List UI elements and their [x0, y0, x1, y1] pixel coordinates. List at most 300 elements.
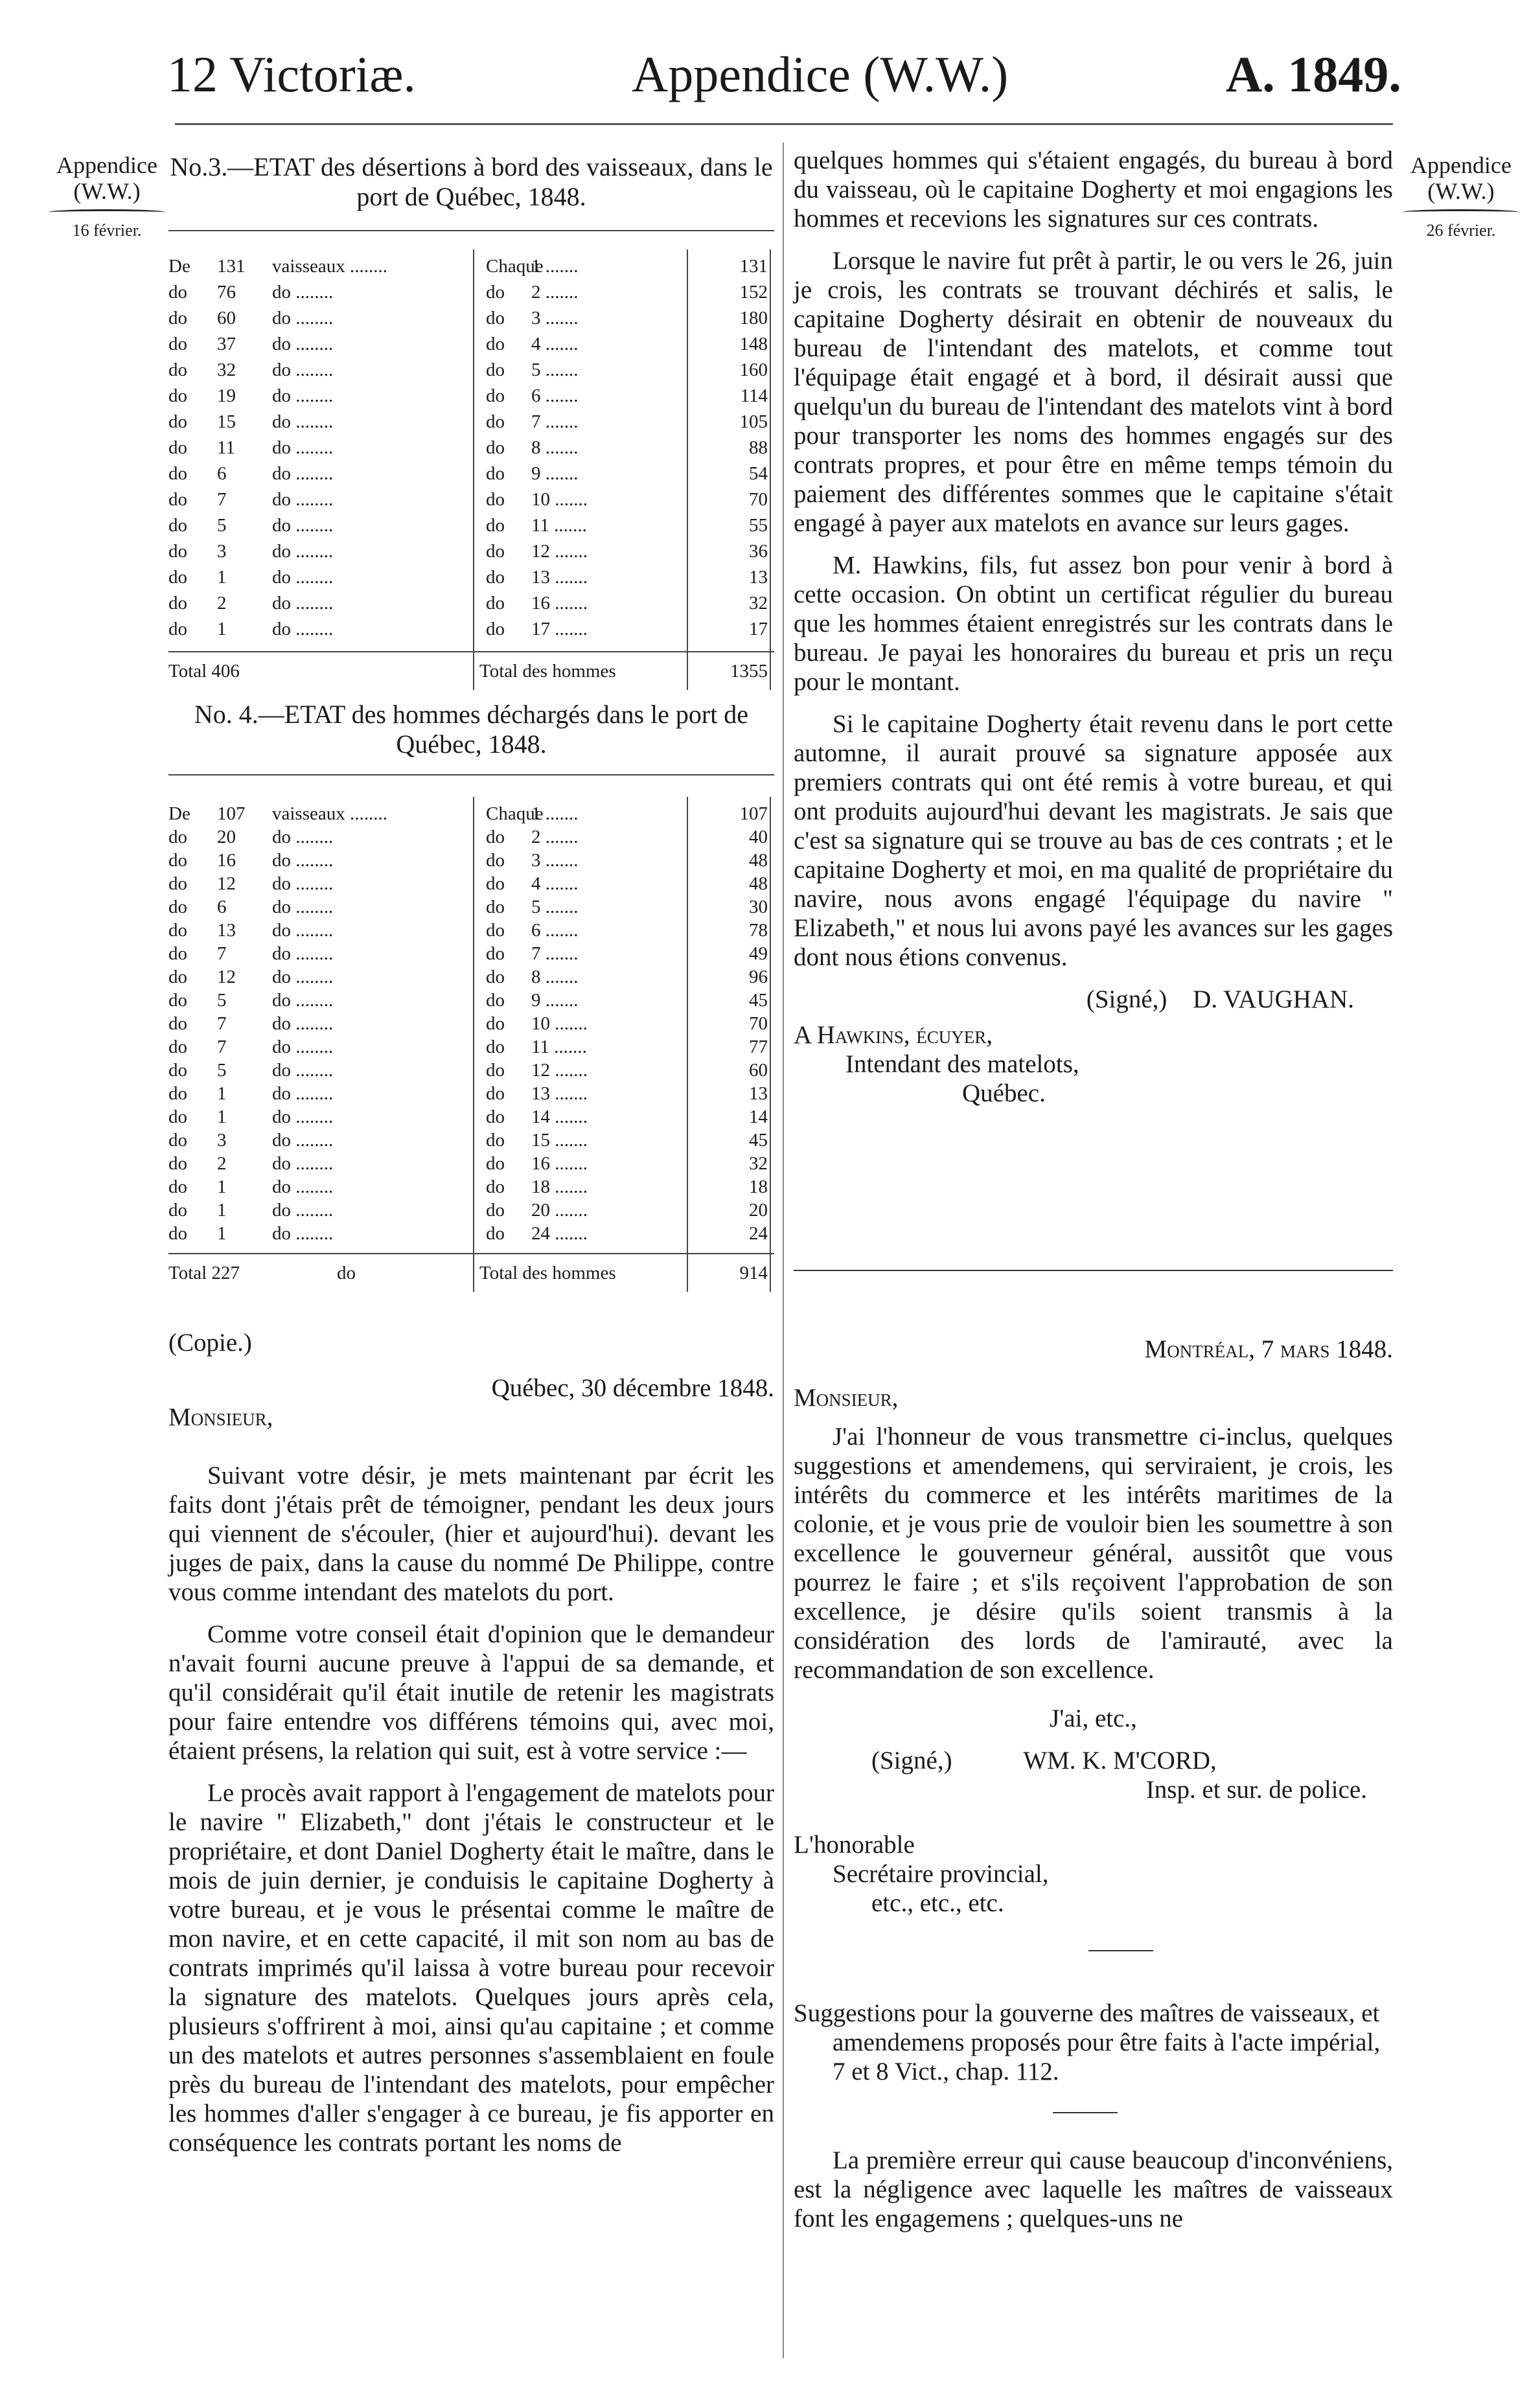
table-cell: do: [486, 1037, 505, 1057]
table-cell: do: [486, 990, 505, 1011]
table-cell: 160: [739, 360, 768, 380]
table-cell: 107: [739, 803, 768, 824]
table-cell: 30: [749, 897, 768, 917]
table-cell: do ........: [272, 463, 334, 484]
table-cell: 20 .......: [531, 1200, 588, 1221]
letter1-salutation: Monsieur,: [168, 1403, 273, 1431]
letter2: [794, 1335, 1393, 1918]
letter1-paragraph: Comme votre conseil était d'opinion que le demandeur n'avait fourni aucune preuve à l'appui de sa demande, et qu'il considérait qu'il était inutile de retenir les magistrats pour faire entendre vos différens témoins qui, avec moi, étaient présens, la relation qui suit, est à votre service :—: [168, 1620, 774, 1765]
table-cell: do: [168, 489, 187, 510]
table-cell: do ........: [272, 489, 334, 510]
margin-brace: [1403, 209, 1519, 215]
table-cell: do: [168, 385, 187, 406]
table-cell: 1: [217, 619, 227, 639]
table-cell: 16: [217, 850, 236, 871]
table-cell: 19: [217, 385, 236, 406]
table-row: [168, 920, 774, 946]
table-cell: do ........: [272, 567, 334, 588]
column-rule: [473, 797, 474, 1292]
table-cell: 3 .......: [531, 850, 579, 871]
table-row: [168, 515, 774, 541]
table-cell: 131: [739, 256, 768, 277]
table-total-cell: 1355: [730, 661, 768, 682]
table-row: [168, 1177, 774, 1202]
letter1-paragraph: Le procès avait rapport à l'engagement de matelots pour le navire " Elizabeth," dont j'étais le constructeur et le propriétaire, et dont Daniel Dogherty était le maître, dans le mois de juin dernier, je conduisis le capitaine Dogherty à votre bureau, et je vous le présentai comme le maître de mon navire, et en cette capacité, il mit son nom au bas de contrats imprimés qu'il laissa à votre bureau pour recevoir la signature des matelots. Quelques jours après cela, plusieurs s'offrirent à moi, ainsi qu'au capitaine ; et comme un des matelots et autres personnes s'assemblaient en foule près du bureau de l'intendant des matelots, pour empêcher les hommes d'aller s'engager à ce bureau, je fis apporter en conséquence les contrats portant les noms de: [168, 1779, 774, 2157]
table-cell: do: [168, 920, 187, 941]
table-cell: do: [486, 593, 505, 614]
address-line: Secrétaire provincial,: [833, 1860, 1049, 1888]
table-cell: do: [168, 967, 187, 987]
suggestions-heading: Suggestions pour la gouverne des maîtres de vaisseaux, et amendemens proposés pour être faits à l'acte impérial, 7 et 8 Vict., chap. 112.: [794, 1999, 1381, 2085]
table-cell: do ........: [272, 593, 334, 614]
table-cell: 18 .......: [531, 1177, 588, 1197]
table-cell: Chaque: [486, 803, 544, 824]
table-row: [168, 1013, 774, 1039]
table-cell: 77: [749, 1037, 768, 1057]
letter1-paragraph: M. Hawkins, fils, fut assez bon pour venir à bord à cette occasion. On obtint un certificat régulier du bureau que les hommes étaient enregistrés sur les contrats dans le bureau. Je payai les honoraires du bureau et pris un reçu pour le montant.: [794, 551, 1393, 696]
table-cell: do: [486, 1200, 505, 1221]
table-cell: do: [486, 920, 505, 941]
table4-top-rule: [168, 774, 774, 775]
table-cell: 20: [749, 1200, 768, 1221]
table-cell: do: [168, 1060, 187, 1081]
table-cell: do: [486, 515, 505, 536]
margin-label: Appendice: [56, 152, 157, 178]
table-cell: 96: [749, 967, 768, 987]
table-cell: do ........: [272, 920, 334, 941]
table-cell: 5: [217, 990, 227, 1011]
table-row: [168, 308, 774, 334]
table-cell: do: [486, 308, 505, 328]
table-cell: do ........: [272, 1037, 334, 1057]
table3-top-rule: [168, 230, 774, 231]
table-cell: 88: [749, 437, 768, 458]
table-cell: do: [486, 967, 505, 987]
signer-title: Insp. et sur. de police.: [1145, 1776, 1367, 1804]
table-cell: 70: [749, 489, 768, 510]
table-cell: 12: [217, 873, 236, 894]
table-cell: 1 .......: [531, 256, 579, 277]
table-row: [168, 411, 774, 437]
table-cell: do: [168, 1130, 187, 1151]
table-cell: 13 .......: [531, 1083, 588, 1104]
signed-label: (Signé,): [1086, 985, 1167, 1013]
table-cell: do: [168, 990, 187, 1011]
letter2-paragraph: J'ai l'honneur de vous transmettre ci-inclus, quelques suggestions et amendemens, qui serviraient, je crois, les intérêts du commerce et les intérêts maritimes de la colonie, et je vous prie de vouloir bien les soumettre à son excellence le gouverneur général, aussitôt que vous pourrez le faire ; et s'ils reçoivent l'approbation de son excellence, je désire qu'ils soient transmis à la considération des lords de l'amirauté, avec la recommandation de son excellence.: [794, 1423, 1393, 1684]
table-cell: do: [168, 282, 187, 303]
column-rule: [770, 797, 771, 1292]
table-cell: 78: [749, 920, 768, 941]
table-cell: 49: [749, 943, 768, 964]
table-cell: 7: [217, 943, 227, 964]
table-row: [168, 567, 774, 593]
copie-label: (Copie.): [168, 1329, 252, 1357]
table-row: [168, 541, 774, 567]
table-cell: 20: [217, 827, 236, 847]
table-cell: 15 .......: [531, 1130, 588, 1151]
table-cell: 3: [217, 541, 227, 562]
table-row: [168, 1153, 774, 1179]
table-cell: do: [486, 567, 505, 588]
suggestions-paragraph: La première erreur qui cause beaucoup d'inconvéniens, est la négligence avec laquelle les maîtres de vaisseaux font les engagemens ; quelques-uns ne: [794, 2146, 1393, 2233]
table-cell: 60: [217, 308, 236, 328]
table-cell: do ........: [272, 619, 334, 639]
table-cell: do: [486, 1013, 505, 1034]
table-cell: 1: [217, 1200, 227, 1221]
column-rule: [770, 249, 771, 690]
letter2-address: [794, 1830, 1393, 1918]
table-row: [168, 463, 774, 489]
table-cell: do: [486, 360, 505, 380]
table-cell: 24 .......: [531, 1223, 588, 1244]
table-cell: 5: [217, 515, 227, 536]
table-cell: 60: [749, 1060, 768, 1081]
table-cell: 48: [749, 873, 768, 894]
letter2-signature: [794, 1746, 1393, 1775]
table-cell: do ........: [272, 850, 334, 871]
running-head-left: 12 Victoriæ.: [167, 46, 416, 102]
table-cell: 37: [217, 334, 236, 354]
table-cell: 55: [749, 515, 768, 536]
table-cell: do: [168, 897, 187, 917]
margin-date: 16 février.: [72, 221, 142, 240]
table-cell: do ........: [272, 541, 334, 562]
table-cell: do: [486, 1060, 505, 1081]
letter2-salutation: Monsieur,: [794, 1384, 899, 1412]
table-cell: do: [168, 1107, 187, 1127]
table-row: [168, 827, 774, 853]
table-total-cell: Total 227: [168, 1263, 240, 1283]
table-cell: 8 .......: [531, 437, 579, 458]
table-cell: do: [486, 850, 505, 871]
table-row: [168, 334, 774, 360]
table-cell: De: [168, 256, 190, 277]
table-cell: do: [168, 850, 187, 871]
table-total-cell: do: [337, 1263, 356, 1283]
table-cell: do ........: [272, 515, 334, 536]
table-cell: do ........: [272, 943, 334, 964]
table-cell: 11 .......: [531, 1037, 587, 1057]
table-cell: 24: [749, 1223, 768, 1244]
table-row: [168, 967, 774, 993]
letter1-paragraph: Lorsque le navire fut prêt à partir, le ou vers le 26, juin je crois, les contrats se trouvant déchirés et salis, le capitaine Dogherty désirait en obtenir de nouveaux du bureau de l'intendant des matelots, et comme tout l'équipage était engagé et à bord, il désirait aussi que quelqu'un du bureau de l'intendant des matelots vint à bord pour transporter les noms des hommes engagés sur des contrats propres, et pour être en même temps témoin du paiement des différentes sommes que le capitaine s'était engagé à payer aux matelots en avance sur leurs gages.: [794, 247, 1393, 537]
table-row: [168, 850, 774, 876]
address-line: Intendant des matelots,: [845, 1050, 1079, 1078]
table-cell: 13: [217, 920, 236, 941]
table-cell: 180: [739, 308, 768, 328]
table-cell: 54: [749, 463, 768, 484]
table-cell: do: [486, 1083, 505, 1104]
table-row: [168, 489, 774, 515]
table-cell: do: [168, 943, 187, 964]
letter1-paragraph: Si le capitaine Dogherty était revenu dans le port cette automne, il aurait prouvé sa signature apposée aux premiers contrats qui ont été remis à votre bureau, et qui ont produits aujourd'hui devant les magistrats. Je sais que c'est sa signature qui se trouve au bas de ces contrats ; et le capitaine Dogherty et moi, en ma qualité de propriétaire du navire, nous avons engagé l'équipage du navire " Elizabeth," et nous lui avons payé les avances sur les gages dont nous étions convenus.: [794, 710, 1393, 971]
short-rule: [1053, 2112, 1118, 2113]
table-cell: 9 .......: [531, 463, 579, 484]
table-cell: do ........: [272, 308, 334, 328]
letter1-left: [168, 1328, 774, 2170]
table-cell: 45: [749, 990, 768, 1011]
table-cell: do: [486, 897, 505, 917]
table-cell: do ........: [272, 1200, 334, 1221]
table-row: [168, 593, 774, 619]
table-cell: 1: [217, 1083, 227, 1104]
table-cell: 1: [217, 567, 227, 588]
table-cell: do: [168, 463, 187, 484]
margin-note-left: [39, 152, 175, 244]
table-cell: 7: [217, 489, 227, 510]
table-cell: 152: [739, 282, 768, 303]
letter1-place-date: Québec, 30 décembre 1848.: [491, 1374, 774, 1402]
letter1-address: [794, 1020, 1393, 1108]
table-row: [168, 1130, 774, 1156]
table-row: [168, 1060, 774, 1086]
table-cell: do: [168, 360, 187, 380]
table4-title: No. 4.—ETAT des hommes déchargés dans le port de Québec, 1848.: [194, 700, 749, 759]
column-divider: [783, 143, 784, 2358]
table-row: [168, 1083, 774, 1109]
table-cell: do: [168, 1037, 187, 1057]
table-cell: 8 .......: [531, 967, 579, 987]
table-cell: do: [486, 1130, 505, 1151]
table3: [168, 256, 774, 696]
table-cell: do: [486, 827, 505, 847]
table-cell: do: [168, 1153, 187, 1174]
table-cell: 9 .......: [531, 990, 579, 1011]
table-cell: 13 .......: [531, 567, 588, 588]
table-cell: do: [168, 873, 187, 894]
table-cell: do ........: [272, 827, 334, 847]
table4: [168, 803, 774, 1283]
margin-sub: (W.W.): [1427, 178, 1495, 204]
header-rule: [175, 123, 1393, 125]
table-rule: [168, 1253, 774, 1254]
table-cell: do ........: [272, 967, 334, 987]
letter2-place-date: Montréal, 7 mars 1848.: [1144, 1335, 1393, 1363]
table-cell: 11 .......: [531, 515, 587, 536]
table-cell: do: [486, 463, 505, 484]
table-cell: 15: [217, 411, 236, 432]
table-cell: do: [486, 1153, 505, 1174]
table-row: [168, 360, 774, 385]
table-cell: do: [168, 308, 187, 328]
table-cell: De: [168, 803, 190, 824]
table-cell: 7 .......: [531, 943, 579, 964]
table-cell: 107: [217, 803, 246, 824]
letter1-paragraph: quelques hommes qui s'étaient engagés, du bureau à bord du vaisseau, où le capitaine Dogherty et moi engagions les hommes et recevions les signatures sur ces contrats.: [794, 146, 1393, 233]
table-cell: 32: [749, 593, 768, 614]
table-row: [168, 943, 774, 969]
table-cell: do ........: [272, 1223, 334, 1244]
table-cell: vaisseaux ........: [272, 256, 387, 277]
letter1-right: [794, 146, 1393, 1108]
table-cell: 7 .......: [531, 411, 579, 432]
table-cell: 16 .......: [531, 1153, 588, 1174]
table3-title: No.3.—ETAT des désertions à bord des vaisseaux, dans le port de Québec, 1848.: [170, 152, 773, 211]
table-row: [168, 803, 774, 829]
table-cell: 7: [217, 1013, 227, 1034]
table-total-cell: Total des hommes: [479, 661, 616, 682]
letter1-signature: [794, 985, 1393, 1014]
table-cell: do ........: [272, 990, 334, 1011]
table-cell: do ........: [272, 282, 334, 303]
table-cell: 131: [217, 256, 246, 277]
table-cell: 10 .......: [531, 1013, 588, 1034]
table-total-cell: Total des hommes: [479, 1263, 616, 1283]
table-cell: 45: [749, 1130, 768, 1151]
table-cell: 13: [749, 1083, 768, 1104]
table-cell: do: [168, 437, 187, 458]
table-cell: do: [168, 1177, 187, 1197]
table-cell: 40: [749, 827, 768, 847]
address-line: Québec.: [962, 1079, 1046, 1107]
table-cell: do ........: [272, 1177, 334, 1197]
table-row: [168, 282, 774, 308]
table-cell: 2 .......: [531, 827, 579, 847]
table-cell: 18: [749, 1177, 768, 1197]
table-cell: do: [486, 489, 505, 510]
suggestions: [794, 1999, 1393, 2246]
table-cell: do ........: [272, 1130, 334, 1151]
margin-date: 26 février.: [1426, 221, 1496, 240]
table-cell: do: [168, 619, 187, 639]
table-cell: 12 .......: [531, 541, 588, 562]
table-cell: 6: [217, 897, 227, 917]
table-cell: 6: [217, 463, 227, 484]
letter1-paragraph: Suivant votre désir, je mets maintenant par écrit les faits dont j'étais prêt de témoigner, pendant les deux jours qui viennent de s'écouler, (hier et aujourd'hui). devant les juges de paix, dans la cause du nommé De Philippe, contre vous comme intendant des matelots du port.: [168, 1462, 774, 1606]
table-cell: 5: [217, 1060, 227, 1081]
table-cell: do: [168, 567, 187, 588]
table-cell: do ........: [272, 437, 334, 458]
table-cell: 148: [739, 334, 768, 354]
signer-name: D. VAUGHAN.: [1193, 985, 1354, 1013]
table-cell: do ........: [272, 1083, 334, 1104]
table-cell: do: [486, 385, 505, 406]
margin-label: Appendice: [1410, 152, 1511, 178]
table-cell: do ........: [272, 360, 334, 380]
table-cell: 16 .......: [531, 593, 588, 614]
table-cell: 32: [217, 360, 236, 380]
table-cell: 14 .......: [531, 1107, 588, 1127]
table-cell: 4 .......: [531, 334, 579, 354]
table-cell: do ........: [272, 1107, 334, 1127]
table-cell: do: [486, 437, 505, 458]
table-row: [168, 1107, 774, 1132]
table-cell: 5 .......: [531, 360, 579, 380]
table-cell: do: [168, 593, 187, 614]
table-cell: do: [168, 1083, 187, 1104]
table-row: [168, 385, 774, 411]
table-row: [168, 1200, 774, 1226]
table-cell: 14: [749, 1107, 768, 1127]
table-cell: do ........: [272, 385, 334, 406]
table-cell: 2 .......: [531, 282, 579, 303]
table-cell: do: [486, 541, 505, 562]
table-cell: 3: [217, 1130, 227, 1151]
margin-sub: (W.W.): [73, 178, 141, 204]
table-cell: 1 .......: [531, 803, 579, 824]
table-cell: 17: [749, 619, 768, 639]
table-cell: 114: [740, 385, 768, 406]
address-line: L'honorable: [794, 1831, 915, 1859]
margin-note-right: [1393, 152, 1529, 244]
table-cell: do: [486, 943, 505, 964]
table-total-cell: 914: [739, 1263, 768, 1283]
letter2-closing: J'ai, etc.,: [1050, 1705, 1137, 1732]
short-rule: [1088, 1950, 1153, 1951]
table-cell: Chaque: [486, 256, 544, 277]
margin-brace: [49, 209, 165, 215]
table-rule: [168, 651, 774, 652]
column-rule: [687, 249, 688, 690]
address-line: A Hawkins, écuyer,: [794, 1021, 993, 1049]
table-cell: 1: [217, 1223, 227, 1244]
table-cell: do ........: [272, 897, 334, 917]
table-cell: do: [168, 334, 187, 354]
running-head-right: A. 1849.: [1226, 46, 1401, 102]
table-cell: do: [168, 1223, 187, 1244]
table-cell: 32: [749, 1153, 768, 1174]
table-cell: 2: [217, 1153, 227, 1174]
address-line: etc., etc., etc.: [871, 1889, 1004, 1917]
table-cell: 76: [217, 282, 236, 303]
table-row: [168, 437, 774, 463]
table-cell: 17 .......: [531, 619, 588, 639]
section-rule: [794, 1270, 1393, 1271]
table-cell: do: [168, 411, 187, 432]
table-total-row: [168, 661, 774, 687]
table-cell: do: [486, 1177, 505, 1197]
table-cell: do: [486, 619, 505, 639]
table-cell: 36: [749, 541, 768, 562]
signer-name: WM. K. M'CORD,: [1023, 1747, 1217, 1774]
column-rule: [473, 249, 474, 690]
table-row: [168, 990, 774, 1016]
table-row: [168, 1223, 774, 1249]
table-cell: do: [168, 1013, 187, 1034]
table-cell: 5 .......: [531, 897, 579, 917]
table-total-row: [168, 1263, 774, 1289]
table-cell: vaisseaux ........: [272, 803, 387, 824]
table-cell: 13: [749, 567, 768, 588]
table-cell: do ........: [272, 873, 334, 894]
table-row: [168, 619, 774, 645]
running-head-center: Appendice (W.W.): [632, 46, 1009, 102]
table-cell: do: [168, 1200, 187, 1221]
table-cell: 4 .......: [531, 873, 579, 894]
table-cell: do: [168, 515, 187, 536]
table-cell: 105: [739, 411, 768, 432]
table-cell: do: [486, 1223, 505, 1244]
table-cell: 6 .......: [531, 385, 579, 406]
table-cell: do: [168, 827, 187, 847]
table-cell: 3 .......: [531, 308, 579, 328]
table-total-cell: Total 406: [168, 661, 240, 682]
table-cell: do: [486, 282, 505, 303]
table-cell: do: [168, 541, 187, 562]
table-cell: do: [486, 334, 505, 354]
table-cell: 1: [217, 1177, 227, 1197]
table-cell: 12 .......: [531, 1060, 588, 1081]
table-row: [168, 256, 774, 282]
table-cell: do ........: [272, 411, 334, 432]
table-cell: 1: [217, 1107, 227, 1127]
table-cell: 7: [217, 1037, 227, 1057]
table-cell: 10 .......: [531, 489, 588, 510]
table-row: [168, 897, 774, 923]
table-cell: 48: [749, 850, 768, 871]
table-row: [168, 1037, 774, 1062]
column-rule: [687, 797, 688, 1292]
